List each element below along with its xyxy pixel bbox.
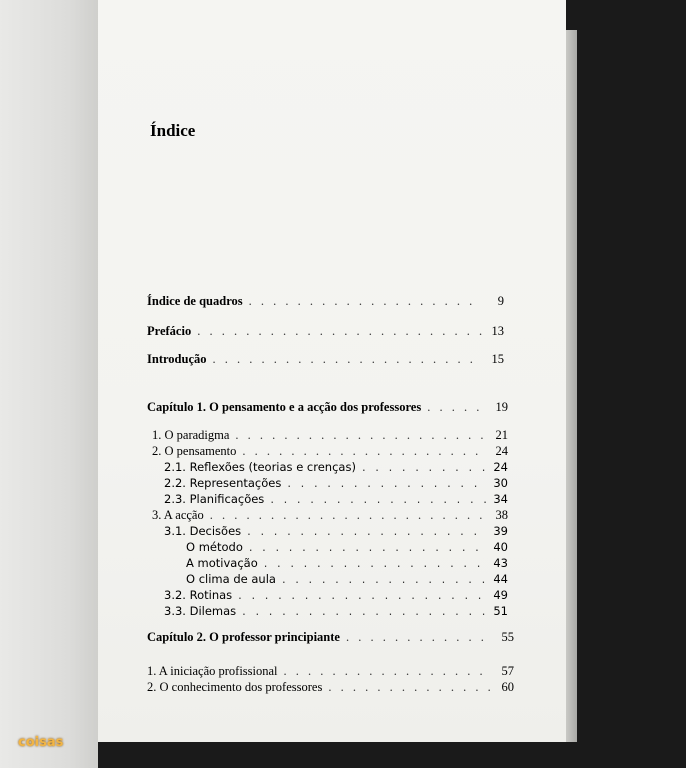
leader-dots bbox=[242, 604, 486, 618]
toc-entry bbox=[152, 428, 508, 443]
toc-entry bbox=[147, 324, 504, 339]
toc-entry-page: 57 bbox=[501, 664, 514, 678]
leader-dots bbox=[427, 400, 486, 415]
leader-dots bbox=[328, 680, 492, 695]
toc-entry-label: 2. O conhecimento dos professores bbox=[147, 680, 323, 694]
toc-entry-label: A motivação bbox=[186, 556, 258, 570]
toc-entry-page: 60 bbox=[501, 680, 514, 694]
toc-entry-label: Índice de quadros bbox=[147, 294, 243, 308]
toc-entry bbox=[164, 492, 508, 506]
toc-entry-page: 30 bbox=[493, 476, 508, 490]
page-title: Índice bbox=[150, 121, 196, 140]
leader-dots bbox=[238, 588, 486, 602]
leader-dots bbox=[242, 444, 486, 459]
toc-entry bbox=[186, 540, 508, 554]
toc-entry bbox=[186, 556, 508, 570]
toc-entry bbox=[164, 524, 508, 538]
toc-entry-label: 1. O paradigma bbox=[152, 428, 230, 442]
toc-entry-page: 39 bbox=[493, 524, 508, 538]
toc-entry bbox=[186, 572, 508, 586]
toc-entry bbox=[164, 476, 508, 490]
toc-entry-page: 49 bbox=[493, 588, 508, 602]
toc-entry-page: 51 bbox=[493, 604, 508, 618]
toc-entry-label: Capítulo 2. O professor principiante bbox=[147, 630, 340, 644]
toc-entry-label: O clima de aula bbox=[186, 572, 276, 586]
toc-entry-page: 34 bbox=[493, 492, 508, 506]
toc-entry bbox=[152, 508, 508, 523]
leader-dots bbox=[284, 664, 492, 679]
toc-entry-label: 3. A acção bbox=[152, 508, 204, 522]
toc-entry-page: 40 bbox=[493, 540, 508, 554]
leader-dots bbox=[346, 630, 492, 645]
toc-chapter bbox=[147, 630, 514, 645]
toc-entry-label: 2.1. Reflexões (teorias e crenças) bbox=[164, 460, 356, 474]
leader-dots bbox=[362, 460, 486, 474]
leader-dots bbox=[210, 508, 486, 523]
toc-entry-page: 43 bbox=[493, 556, 508, 570]
toc-entry-label: 2.2. Representações bbox=[164, 476, 282, 490]
leader-dots bbox=[249, 540, 486, 554]
leader-dots bbox=[235, 428, 486, 443]
toc-entry bbox=[147, 294, 504, 309]
leader-dots bbox=[270, 492, 486, 506]
toc-entry-page: 24 bbox=[495, 444, 508, 458]
watermark-logo: coisas bbox=[18, 735, 64, 750]
leader-dots bbox=[247, 524, 486, 538]
leader-dots bbox=[264, 556, 486, 570]
toc-entry-label: 3.1. Decisões bbox=[164, 524, 242, 538]
toc-entry-label: 3.2. Rotinas bbox=[164, 588, 233, 602]
toc-entry-page: 19 bbox=[495, 400, 508, 414]
leader-dots bbox=[282, 572, 486, 586]
toc-entry bbox=[164, 604, 508, 618]
toc-entry bbox=[147, 664, 514, 679]
toc-entry-page: 21 bbox=[495, 428, 508, 442]
toc-entry-label: Introdução bbox=[147, 352, 207, 366]
toc-entry-label: Prefácio bbox=[147, 324, 192, 338]
toc-entry-label: 2. O pensamento bbox=[152, 444, 237, 458]
leader-dots bbox=[213, 352, 482, 367]
toc-entry-label: O método bbox=[186, 540, 243, 554]
toc-entry-page: 13 bbox=[491, 324, 504, 338]
toc-entry bbox=[164, 460, 508, 474]
toc-entry bbox=[147, 352, 504, 367]
toc-entry-page: 9 bbox=[497, 294, 504, 308]
toc-entry-page: 44 bbox=[493, 572, 508, 586]
toc-chapter bbox=[147, 400, 508, 415]
leader-dots bbox=[197, 324, 482, 339]
toc-entry-label: 3.3. Dilemas bbox=[164, 604, 237, 618]
toc-entry-label: Capítulo 1. O pensamento e a acção dos professores bbox=[147, 400, 422, 414]
toc-entry-page: 38 bbox=[495, 508, 508, 522]
toc-entry bbox=[152, 444, 508, 459]
toc-entry-label: 2.3. Planificações bbox=[164, 492, 265, 506]
toc-entry-page: 24 bbox=[493, 460, 508, 474]
leader-dots bbox=[287, 476, 486, 490]
toc-entry bbox=[164, 588, 508, 602]
toc-entry-label: 1. A iniciação profissional bbox=[147, 664, 278, 678]
toc-entry-page: 55 bbox=[501, 630, 514, 644]
toc-entry bbox=[147, 680, 514, 695]
leader-dots bbox=[249, 294, 482, 309]
toc-entry-page: 15 bbox=[491, 352, 504, 366]
